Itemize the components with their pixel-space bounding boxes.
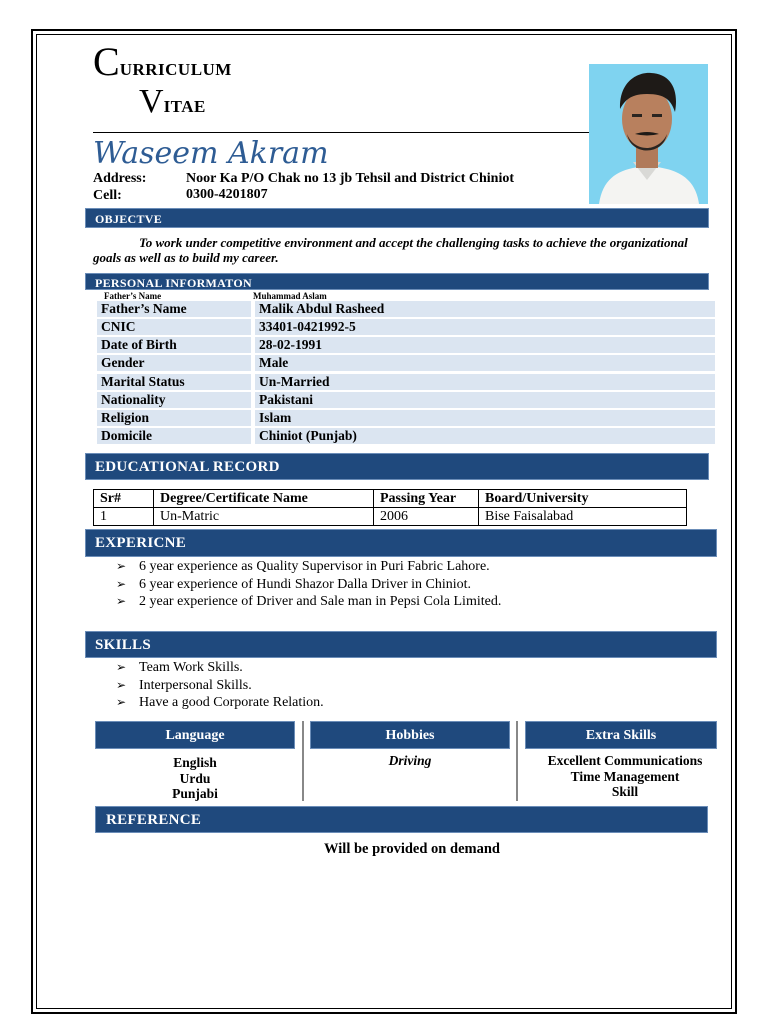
experience-heading: EXPERICNE — [85, 529, 717, 557]
table-cell: 1 — [94, 508, 154, 526]
cell-label: Cell: — [93, 188, 122, 203]
personal-info-heading: PERSONAL INFORMATON — [85, 273, 709, 290]
objective-heading: OBJECTVE — [85, 208, 709, 228]
table-cell: Un-Matric — [154, 508, 374, 526]
personal-key: Domicile — [97, 428, 251, 444]
address-label: Address: — [93, 171, 147, 186]
personal-value: 33401-0421992-5 — [255, 319, 715, 335]
personal-row — [97, 355, 715, 371]
candidate-name: Waseem Akram — [93, 136, 329, 171]
cv-title-initial-c: C — [93, 39, 120, 84]
list-item — [116, 558, 501, 576]
personal-row — [97, 392, 715, 408]
arrowhead-bullet-icon: ➢ — [116, 695, 127, 709]
arrowhead-bullet-icon: ➢ — [116, 559, 127, 573]
personal-row — [97, 337, 715, 353]
table-header-row — [94, 490, 687, 508]
objective-text: To work under competitive environment and accept the challenging tasks to achieve the organizational goals as well as to build my career. — [93, 235, 688, 265]
table-cell: Bise Faisalabad — [479, 508, 687, 526]
profile-photo — [589, 64, 708, 204]
table-header-cell: Sr# — [94, 490, 154, 508]
address-value: Noor Ka P/O Chak no 13 jb Tehsil and District Chiniot — [186, 171, 515, 186]
table-header-cell: Passing Year — [374, 490, 479, 508]
title-divider — [93, 132, 590, 133]
extra-skills-list — [525, 753, 725, 800]
personal-key: Marital Status — [97, 374, 251, 390]
cv-title-urriculum: URRICULUM — [119, 60, 232, 79]
personal-value: Chiniot (Punjab) — [255, 428, 715, 444]
column-divider — [516, 721, 518, 801]
personal-value: Male — [255, 355, 715, 371]
personal-value: Malik Abdul Rasheed — [255, 301, 715, 317]
education-heading: EDUCATIONAL RECORD — [85, 453, 709, 480]
language-heading: Language — [95, 721, 295, 749]
list-item — [116, 677, 324, 695]
personal-value: Un-Married — [255, 374, 715, 390]
personal-key: Date of Birth — [97, 337, 251, 353]
personal-row — [97, 410, 715, 426]
extra-skill-item: Excellent Communications — [547, 753, 703, 768]
cell-value: 0300-4201807 — [186, 187, 268, 202]
personal-row — [97, 374, 715, 390]
education-table — [93, 489, 687, 526]
language-item: Urdu — [179, 770, 211, 786]
table-row — [94, 508, 687, 526]
skill-item-text: Interpersonal Skills. — [139, 677, 252, 693]
skill-item-text: Team Work Skills. — [139, 660, 243, 675]
arrowhead-bullet-icon: ➢ — [116, 660, 127, 674]
personal-row — [97, 301, 715, 317]
experience-item-text: 2 year experience of Driver and Sale man in Pepsi Cola Limited. — [139, 594, 502, 609]
cv-title-line-1 — [93, 38, 232, 85]
personal-key: Father’s Name — [97, 301, 251, 317]
personal-value: Pakistani — [255, 392, 715, 408]
language-item: Punjabi — [172, 786, 218, 801]
table-cell: 2006 — [374, 508, 479, 526]
personal-overlap-key: Father’s Name — [104, 291, 162, 301]
table-header-cell: Degree/Certificate Name — [154, 490, 374, 508]
arrowhead-bullet-icon: ➢ — [116, 576, 127, 591]
extra-skill-item: Time Management — [570, 768, 680, 784]
arrowhead-bullet-icon: ➢ — [116, 677, 127, 692]
extra-skills-heading: Extra Skills — [525, 721, 717, 749]
arrowhead-bullet-icon: ➢ — [116, 594, 127, 608]
language-item: English — [173, 755, 217, 770]
hobbies-heading: Hobbies — [310, 721, 510, 749]
personal-key: Religion — [97, 410, 251, 426]
personal-key: Nationality — [97, 392, 251, 408]
list-item — [116, 593, 501, 611]
reference-heading: REFERENCE — [95, 806, 708, 833]
reference-text: Will be provided on demand — [324, 841, 500, 857]
personal-key: CNIC — [97, 319, 251, 335]
personal-value: 28-02-1991 — [255, 337, 715, 353]
cv-title-initial-v: V — [139, 83, 164, 120]
personal-row — [97, 319, 715, 335]
cv-title-itae: ITAE — [163, 97, 206, 116]
personal-overlap-value: Muhammad Aslam — [253, 291, 327, 301]
list-item — [116, 694, 324, 712]
experience-list — [116, 558, 501, 611]
skills-heading: SKILLS — [85, 631, 717, 658]
column-divider — [302, 721, 304, 801]
hobbies-list — [310, 753, 510, 769]
personal-row — [97, 428, 715, 444]
hobby-item: Driving — [388, 753, 432, 768]
table-header-cell: Board/University — [479, 490, 687, 508]
personal-key: Gender — [97, 355, 251, 371]
skills-list — [116, 659, 324, 712]
personal-value: Islam — [255, 410, 715, 426]
experience-item-text: 6 year experience of Hundi Shazor Dalla Driver in Chiniot. — [139, 576, 472, 592]
extra-skill-item: Skill — [611, 784, 639, 799]
cv-title-line-2 — [139, 83, 206, 121]
list-item — [116, 576, 501, 594]
list-item — [116, 659, 324, 677]
language-list — [95, 755, 295, 802]
skill-item-text: Have a good Corporate Relation. — [139, 695, 324, 710]
experience-item-text: 6 year experience as Quality Supervisor in Puri Fabric Lahore. — [139, 559, 490, 574]
